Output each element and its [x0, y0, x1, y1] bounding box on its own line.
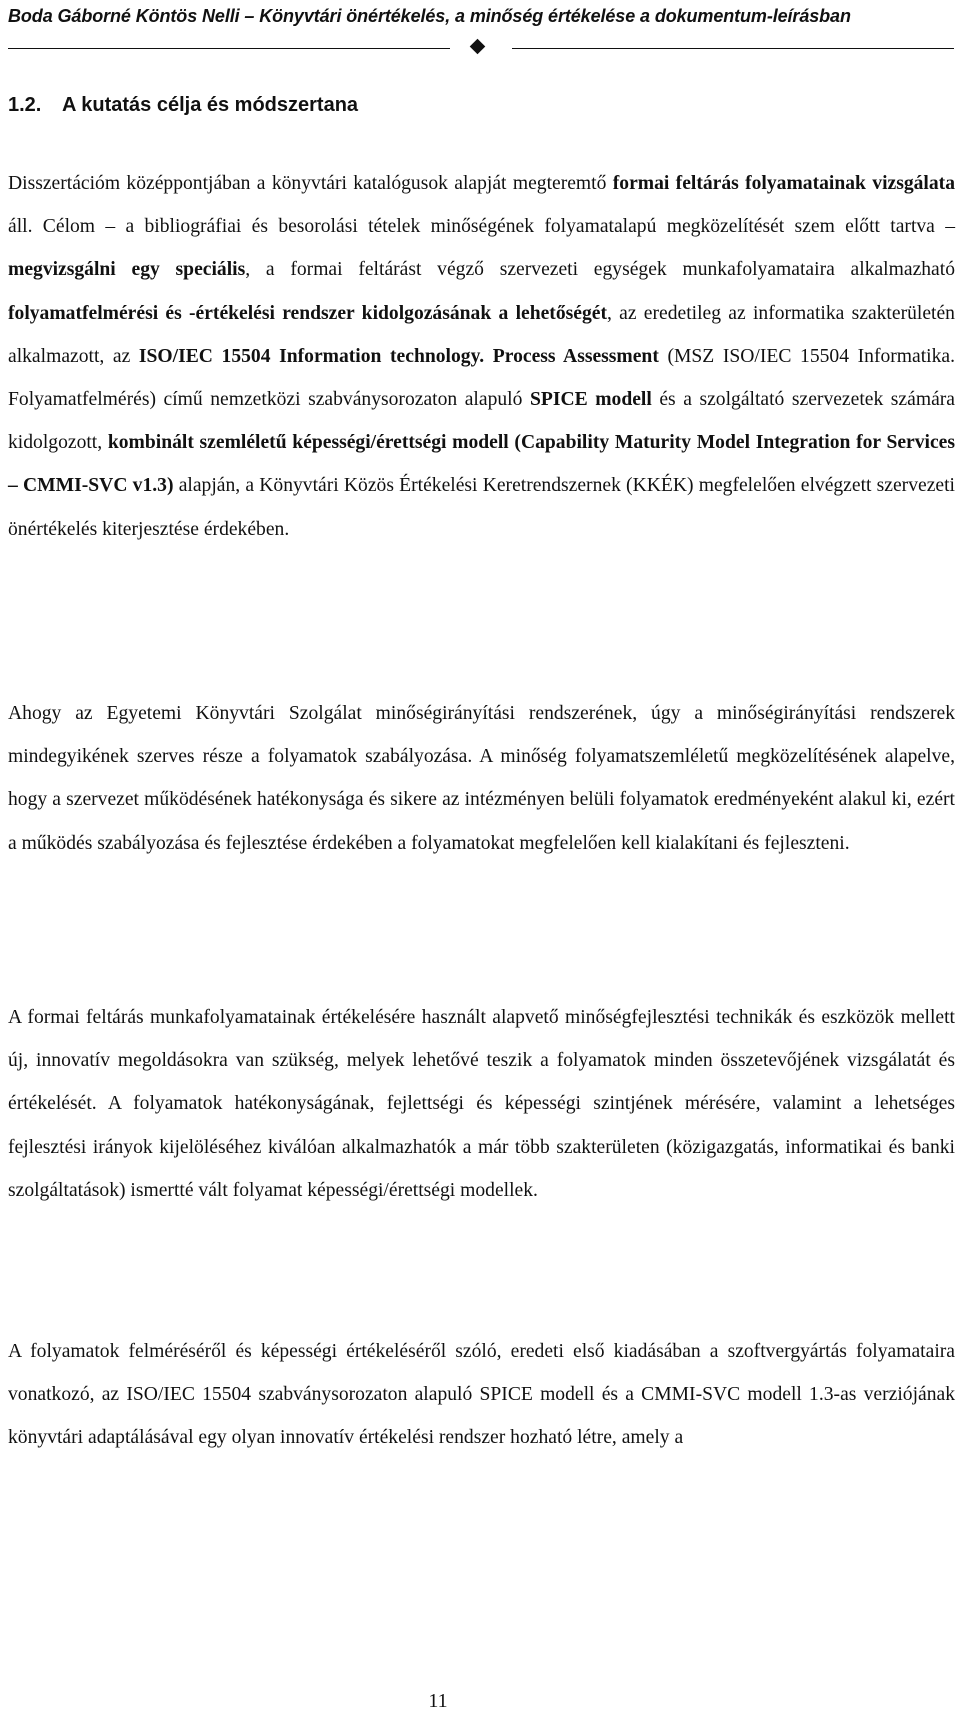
header-rule-left	[8, 48, 450, 49]
paragraph-2: Ahogy az Egyetemi Könyvtári Szolgálat minőségirányítási rendszerének, úgy a minőségirányítási rendszerek mindegyikének szerves része a folyamatok szabályozása. A minőség folyamatszemléletű megközelítésének alapelve, hogy a szervezet működésének hatékonysága és sikere az intézményen belüli folyamatok eredményeként alakul ki, ezért a működés szabályozása és fejlesztése érdekében a folyamatokat megfelelően kell kialakítani és fejleszteni.	[8, 703, 955, 854]
header-rule-right	[512, 48, 954, 49]
p1-text: alapján, a Könyvtári Közös Értékelési Keretrendszernek (KKÉK) megfelelően elvégzett szervezeti önértékelés kiterjesztése érdekében.	[8, 475, 955, 540]
section-heading	[8, 94, 358, 117]
running-header: Boda Gáborné Köntös Nelli – Könyvtári önértékelés, a minőség értékelése a dokumentum-leírásban	[8, 6, 851, 26]
paragraph-4: A folyamatok felméréséről és képességi értékeléséről szóló, eredeti első kiadásában a szoftvergyártás folyamataira vonatkozó, az ISO/IEC 15504 szabványsorozaton alapuló SPICE modell és a CMMI-SVC modell 1.3-as verziójának könyvtári adaptálásával egy olyan innovatív értékelési rendszer hozható létre, amely a	[8, 1341, 955, 1449]
p1-text: és a szolgáltató szervezetek számára kidolgozott,	[8, 389, 955, 454]
p1-bold: SPICE modell	[529, 389, 652, 411]
section-title: A kutatás célja és módszertana	[62, 94, 359, 116]
p1-bold: kombinált szemléletű képességi/érettségi modell (Capability Maturity Model Integration for Services – CMMI-SVC v1.3)	[8, 432, 955, 497]
p1-bold: formai feltárás folyamatainak vizsgálata	[612, 173, 955, 194]
p1-text: (MSZ ISO/IEC 15504 Informatika. Folyamatfelmérés) című nemzetközi szabványsorozaton alapuló	[8, 345, 956, 411]
p1-bold: ISO/IEC 15504 Information technology. Process Assessment	[138, 345, 659, 367]
paragraph-1	[8, 162, 955, 551]
p1-text: áll. Célom – a bibliográfiai és besorolási tételek minőségének folyamatalapú megközelítését szem előtt tartva –	[8, 216, 955, 238]
p1-text: , a formai feltárást végző szervezeti egységek munkafolyamataira alkalmazható	[245, 259, 955, 281]
page-number: 11	[428, 1690, 448, 1712]
p1-bold: megvizsgálni egy speciális	[8, 259, 246, 281]
p1-text: , az eredetileg az informatika szakterületén alkalmazott, az	[8, 302, 955, 367]
diamond-ornament-icon	[470, 39, 486, 55]
p1-text: Disszertációm középpontjában a könyvtári katalógusok alapját megteremtő	[8, 173, 613, 194]
paragraph-3: A formai feltárás munkafolyamatainak értékelésére használt alapvető minőségfejlesztési technikák és eszközök mellett új, innovatív megoldásokra van szükség, melyek lehetővé teszik a folyamatok minden összetevőjének vizsgálatát és értékelését. A folyamatok hatékonyságának, fejlettségi és képességi szintjének mérésére, valamint a lehetséges fejlesztési irányok kijelöléséhez kiválóan alkalmazhatók a már több szakterületen (közigazgatás, informatikai és banki szolgáltatások) ismertté vált folyamat képességi/érettségi modellek.	[8, 1007, 955, 1201]
section-number: 1.2.	[8, 94, 42, 116]
p1-bold: folyamatfelmérési és -értékelési rendszer kidolgozásának a lehetőségét	[8, 302, 607, 324]
